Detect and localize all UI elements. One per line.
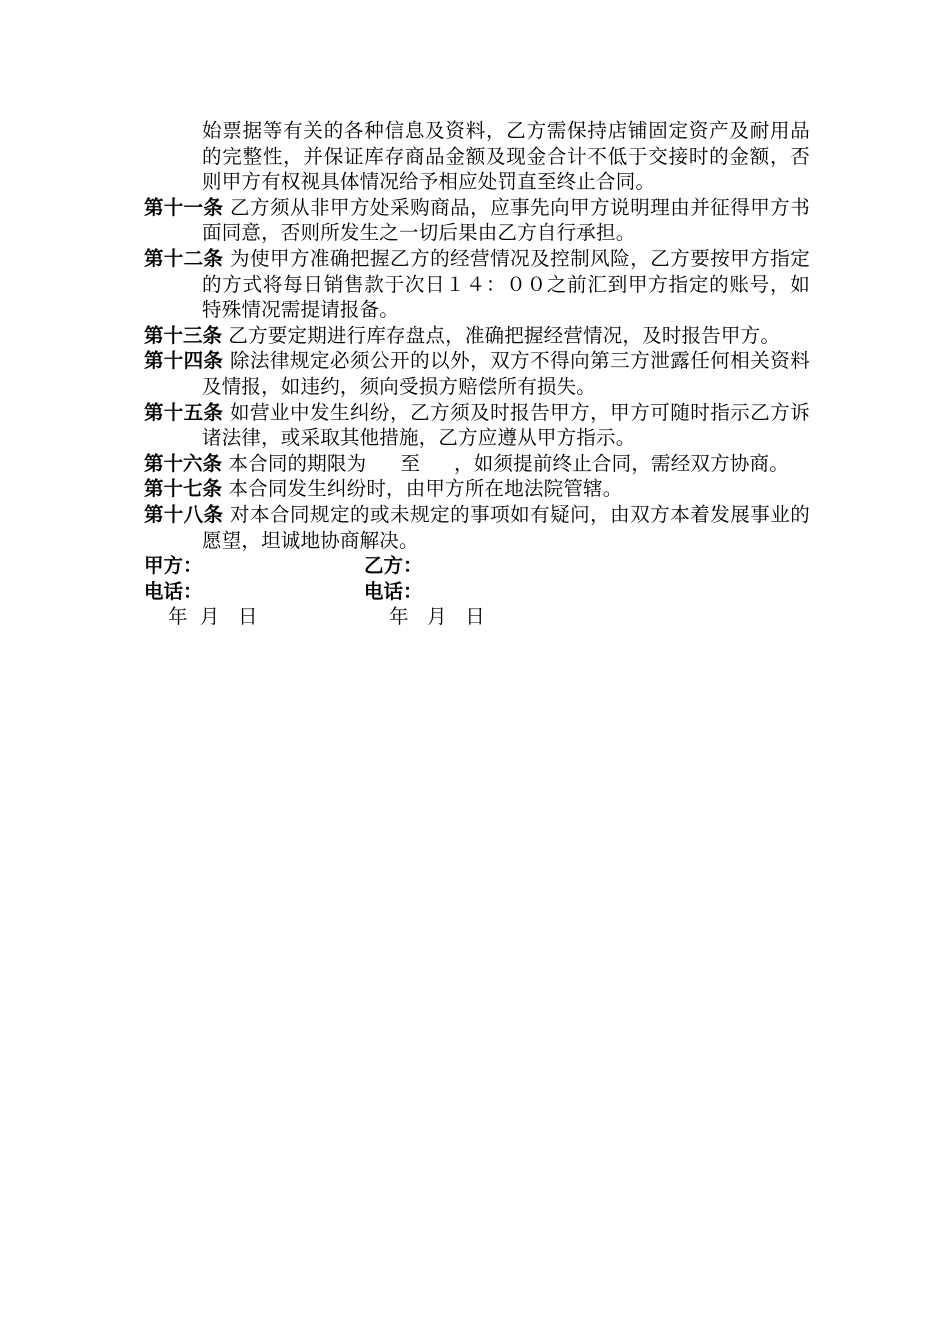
date-row	[144, 604, 810, 630]
article-16-title: 第十六条	[144, 451, 223, 475]
article-16-text-c: ，如须提前终止合同，需经双方协商。	[454, 451, 789, 475]
article-18-text: 对本合同规定的或未规定的事项如有疑问，由双方本着发展事业的愿望，坦诚地协商解决。	[202, 502, 810, 552]
article-17	[144, 476, 810, 502]
phone-a-label: 电话：	[144, 579, 203, 603]
article-14	[144, 348, 810, 399]
article-12	[144, 246, 810, 323]
article-13-title: 第十三条	[144, 323, 223, 347]
contract-page	[144, 118, 810, 630]
article-16	[144, 451, 810, 477]
article-15-text: 如营业中发生纠纷，乙方须及时报告甲方，甲方可随时指示乙方诉诸法律，或采取其他措施，乙方应遵从甲方指示。	[202, 400, 810, 450]
article-14-text: 除法律规定必须公开的以外，双方不得向第三方泄露任何相关资料及情报，如违约，须向受损方赔偿所有损失。	[202, 349, 810, 398]
party-row	[144, 553, 810, 579]
article-11-title: 第十一条	[144, 195, 224, 219]
date-b: 年 月 日	[389, 605, 485, 629]
date-a: 年 月 日	[168, 605, 258, 629]
continuation-paragraph: 始票据等有关的各种信息及资料，乙方需保持店铺固定资产及耐用品的完整性，并保证库存商品金额及现金合计不低于交接时的金额，否则甲方有权视具体情况给予相应处罚直至终止合同。	[202, 119, 810, 194]
article-12-text: 为使甲方准确把握乙方的经营情况及控制风险，乙方要按甲方指定的方式将每日销售款于次日１４：００之前汇到甲方指定的账号，如特殊情况需提请报备。	[202, 246, 810, 322]
article-14-title: 第十四条	[144, 349, 224, 373]
article-17-text: 本合同发生纠纷时，由甲方所在地法院管辖。	[228, 477, 623, 501]
article-17-title: 第十七条	[144, 477, 223, 501]
article-12-title: 第十二条	[144, 246, 224, 270]
phone-b-label: 电话：	[364, 579, 423, 603]
article-13	[144, 323, 810, 349]
article-16-text-b: 至	[400, 451, 421, 475]
article-13-text: 乙方要定期进行库存盘点，准确把握经营情况，及时报告甲方。	[228, 323, 781, 347]
article-15-title: 第十五条	[144, 400, 224, 424]
article-15	[144, 400, 810, 451]
party-a-label: 甲方：	[144, 554, 203, 578]
article-16-text-a: 本合同的期限为	[228, 451, 367, 475]
article-11	[144, 195, 810, 246]
article-18-title: 第十八条	[144, 502, 224, 526]
phone-row	[144, 579, 810, 605]
article-11-text: 乙方须从非甲方处采购商品，应事先向甲方说明理由并征得甲方书面同意，否则所发生之一切后果由乙方自行承担。	[202, 195, 810, 245]
party-b-label: 乙方：	[364, 554, 423, 578]
article-18	[144, 502, 810, 553]
